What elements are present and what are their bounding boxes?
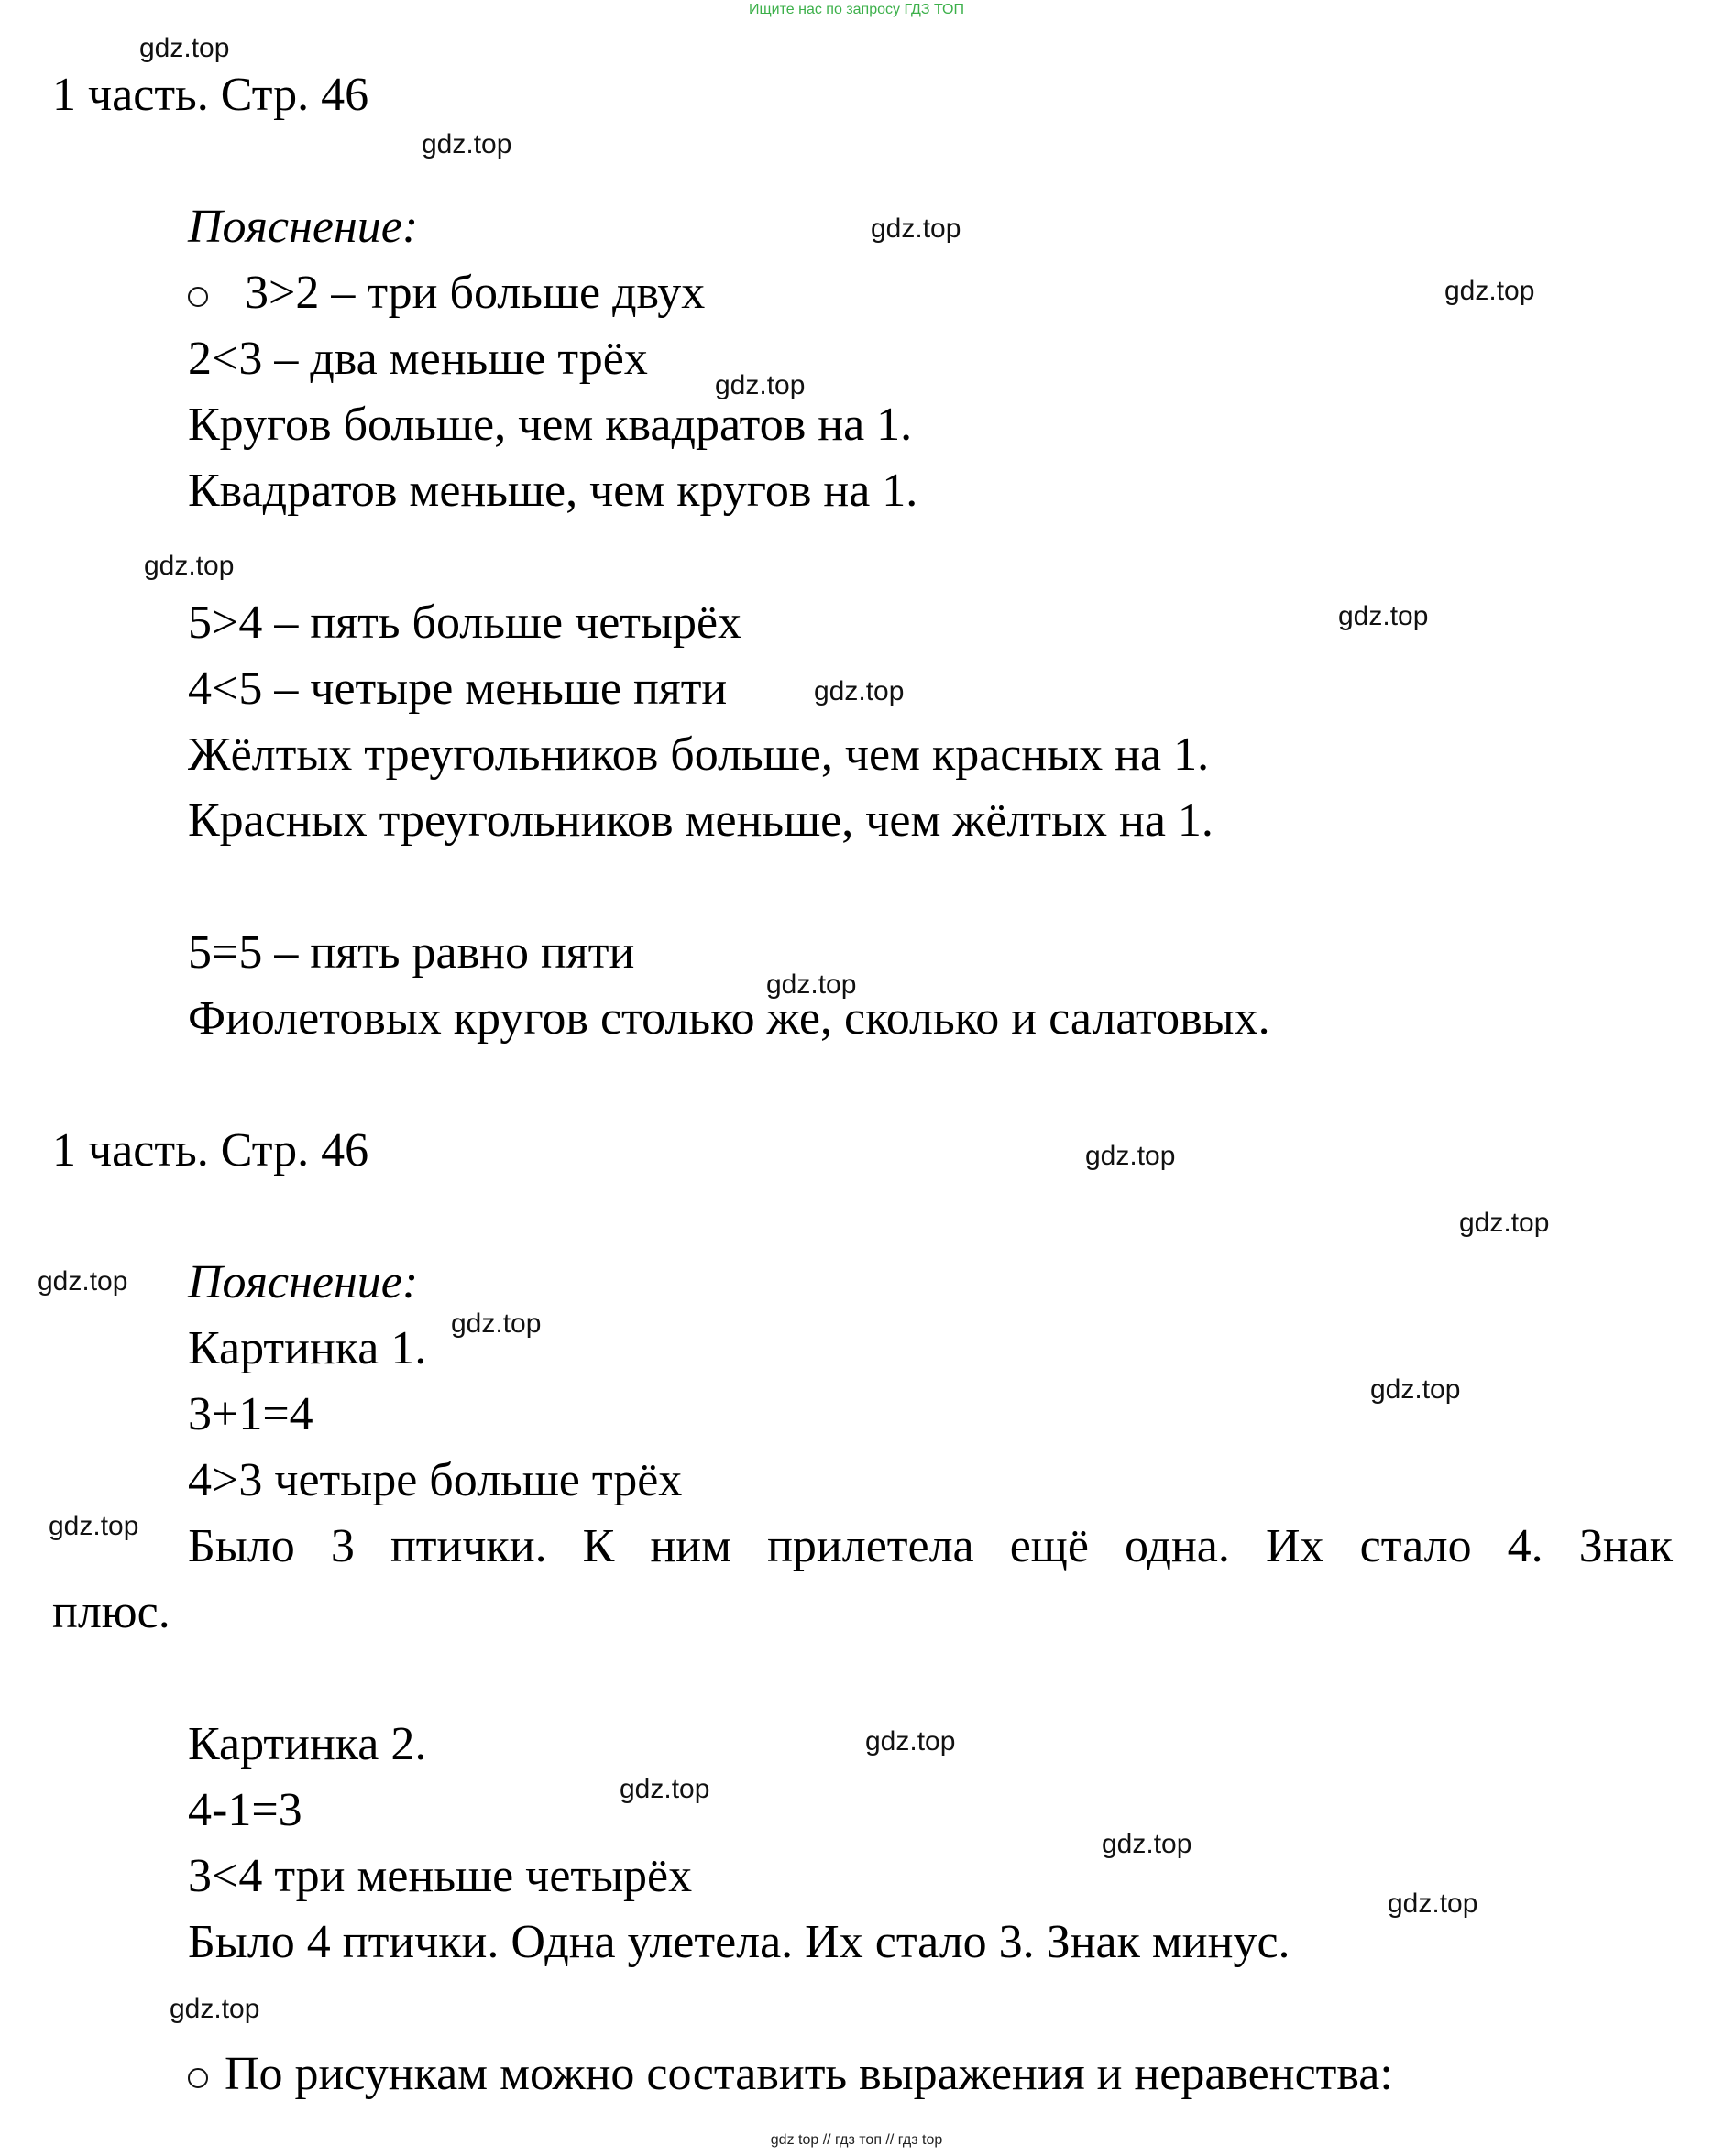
pic1-word: стало: [1359, 1520, 1472, 1572]
pic2-text: Было 4 птички. Одна улетела. Их стало 3. Знак минус.: [188, 1916, 1290, 1968]
watermark: gdz.top: [49, 1511, 139, 1541]
section1-label: Пояснение:: [188, 201, 419, 253]
watermark: gdz.top: [1085, 1141, 1176, 1171]
pic1-word: Их: [1265, 1520, 1324, 1572]
pic1-title: Картинка 1.: [188, 1322, 427, 1374]
pic1-word: 4.: [1507, 1520, 1543, 1572]
pic1-word: 3: [330, 1520, 355, 1572]
pic2-inequality: 3<4 три меньше четырёх: [188, 1850, 693, 1902]
pic2-expression: 4-1=3: [188, 1784, 302, 1836]
watermark: gdz.top: [1370, 1374, 1461, 1405]
watermark: gdz.top: [38, 1266, 128, 1297]
pic1-word: ещё: [1009, 1520, 1089, 1572]
section1-line-7: Жёлтых треугольников больше, чем красных на 1.: [188, 728, 1210, 781]
final-line: [188, 2047, 1393, 2102]
watermark: gdz.top: [1459, 1208, 1550, 1238]
pic1-word: Знак: [1578, 1520, 1673, 1572]
watermark: gdz.top: [144, 551, 235, 581]
final-line-text: По рисункам можно составить выражения и неравенства:: [225, 2048, 1393, 2100]
section1-heading: 1 часть. Стр. 46: [52, 69, 369, 121]
watermark: gdz.top: [1102, 1829, 1192, 1859]
section1-line-1-text: 3>2 – три больше двух: [245, 267, 706, 319]
section1-line-1: [188, 266, 705, 321]
section1-line-3: Кругов больше, чем квадратов на 1.: [188, 399, 913, 451]
watermark: gdz.top: [139, 33, 230, 63]
bullet-circle-icon: [188, 2068, 208, 2088]
watermark: gdz.top: [422, 129, 512, 159]
watermark: gdz.top: [1388, 1888, 1478, 1919]
top-banner: Ищите нас по запросу ГДЗ ТОП: [749, 2, 964, 17]
pic1-text-tail: плюс.: [52, 1586, 170, 1638]
watermark: gdz.top: [766, 969, 857, 1000]
pic1-text-justified: [188, 1519, 1673, 1574]
watermark: gdz.top: [1338, 601, 1429, 631]
watermark: gdz.top: [814, 676, 905, 706]
pic1-word: К: [582, 1520, 615, 1572]
pic2-title: Картинка 2.: [188, 1718, 427, 1770]
pic1-word: Было: [188, 1520, 295, 1572]
section1-line-5: 5>4 – пять больше четырёх: [188, 596, 742, 649]
pic1-inequality: 4>3 четыре больше трёх: [188, 1454, 683, 1506]
watermark: gdz.top: [1444, 276, 1535, 306]
section1-line-9: 5=5 – пять равно пяти: [188, 926, 635, 979]
pic1-word: прилетела: [767, 1520, 974, 1572]
section1-line-10: Фиолетовых кругов столько же, сколько и салатовых.: [188, 992, 1270, 1045]
watermark: gdz.top: [715, 370, 806, 400]
pic1-word: птички.: [390, 1520, 547, 1572]
watermark: gdz.top: [170, 1994, 260, 2024]
watermark: gdz.top: [451, 1308, 542, 1339]
pic1-expression: 3+1=4: [188, 1388, 313, 1440]
section1-line-6: 4<5 – четыре меньше пяти: [188, 662, 728, 715]
bullet-circle-icon: [188, 287, 208, 307]
section2-label: Пояснение:: [188, 1256, 419, 1308]
section1-line-8: Красных треугольников меньше, чем жёлтых на 1.: [188, 794, 1213, 847]
section1-line-2: 2<3 – два меньше трёх: [188, 333, 648, 385]
bottom-banner: gdz top // гдз топ // гдз top: [770, 2132, 943, 2148]
watermark: gdz.top: [620, 1774, 710, 1804]
watermark: gdz.top: [865, 1726, 956, 1757]
pic1-word: одна.: [1125, 1520, 1230, 1572]
watermark: gdz.top: [871, 213, 961, 244]
section1-line-4: Квадратов меньше, чем кругов на 1.: [188, 465, 918, 517]
pic1-word: ним: [650, 1520, 731, 1572]
section2-heading: 1 часть. Стр. 46: [52, 1124, 369, 1176]
